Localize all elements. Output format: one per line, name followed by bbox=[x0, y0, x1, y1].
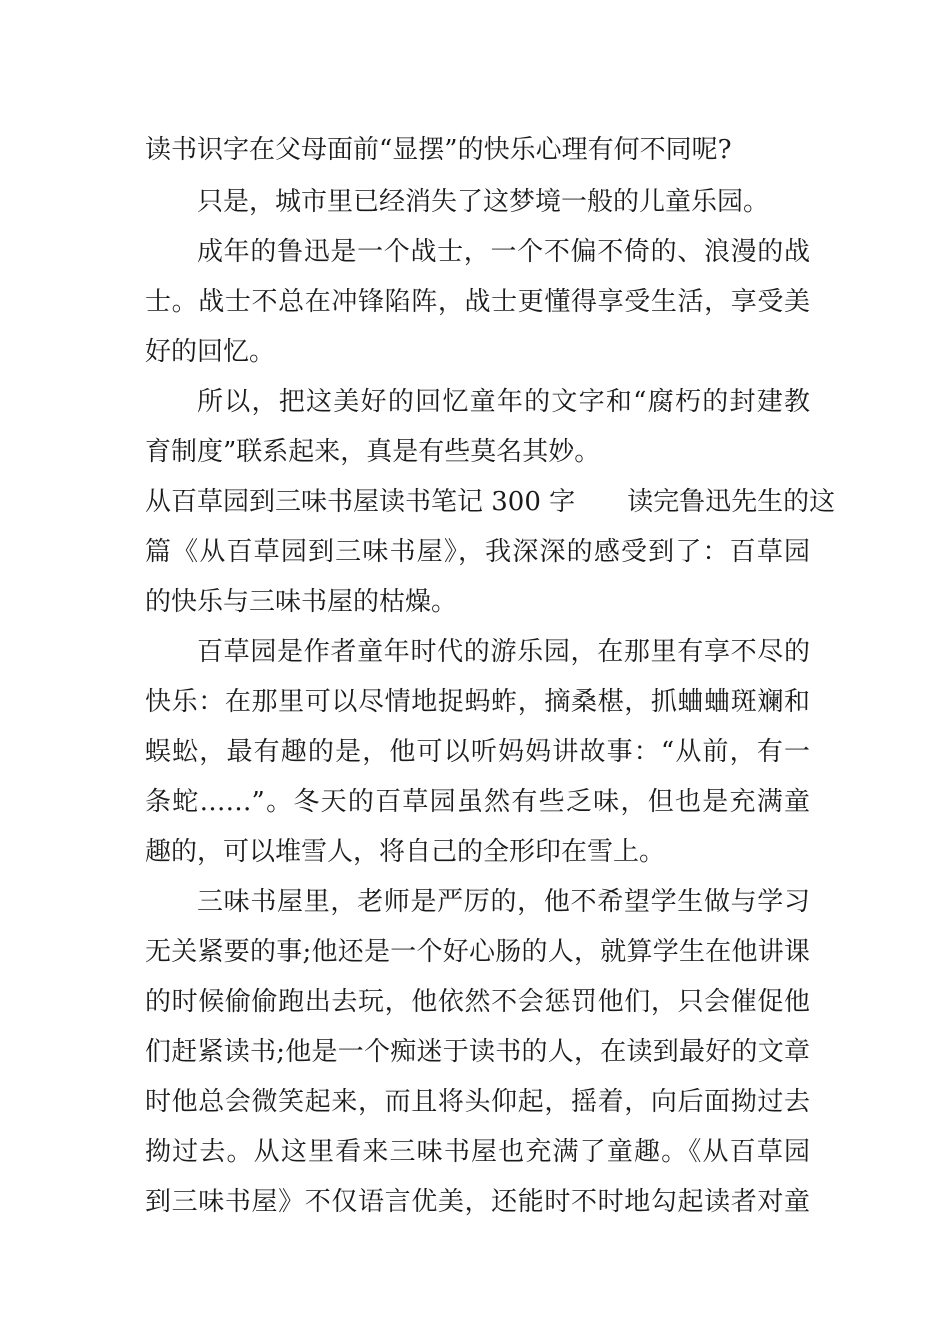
text-line: 育制度”联系起来，真是有些莫名其妙。 bbox=[145, 437, 601, 467]
text-line: 百草园是作者童年时代的游乐园，在那里有享不尽的 bbox=[197, 637, 810, 667]
text-line: 所以，把这美好的回忆童年的文字和“腐朽的封建教 bbox=[197, 387, 810, 417]
text-line: 条蛇……”。冬天的百草园虽然有些乏味，但也是充满童 bbox=[145, 787, 810, 817]
text-line: 到三味书屋》不仅语言优美，还能时不时地勾起读者对童 bbox=[145, 1187, 810, 1217]
text-line: 时他总会微笑起来，而且将头仰起，摇着，向后面拗过去 bbox=[145, 1087, 810, 1117]
text-line: 无关紧要的事;他还是一个好心肠的人，就算学生在他讲课 bbox=[145, 937, 810, 967]
text-line: 拗过去。从这里看来三味书屋也充满了童趣。《从百草园 bbox=[145, 1137, 810, 1167]
text-line: 蜈蚣，最有趣的是，他可以听妈妈讲故事：“从前，有一 bbox=[145, 737, 810, 767]
text-line: 的快乐与三味书屋的枯燥。 bbox=[145, 587, 458, 617]
text-line: 们赶紧读书;他是一个痴迷于读书的人，在读到最好的文章 bbox=[145, 1037, 810, 1067]
text-line: 从百草园到三味书屋读书笔记 300 字 读完鲁迅先生的这 bbox=[145, 487, 836, 517]
text-line: 读书识字在父母面前“显摆”的快乐心理有何不同呢? bbox=[145, 135, 732, 165]
text-line: 士。战士不总在冲锋陷阵，战士更懂得享受生活，享受美 bbox=[145, 287, 810, 317]
text-line: 只是，城市里已经消失了这梦境一般的儿童乐园。 bbox=[197, 187, 770, 217]
text-line: 快乐：在那里可以尽情地捉蚂蚱，摘桑椹，抓蛐蛐斑斓和 bbox=[145, 687, 810, 717]
text-line: 成年的鲁迅是一个战士，一个不偏不倚的、浪漫的战 bbox=[197, 237, 810, 267]
text-line: 好的回忆。 bbox=[145, 337, 276, 367]
text-line: 篇《从百草园到三味书屋》，我深深的感受到了：百草园 bbox=[145, 537, 810, 567]
text-line: 趣的，可以堆雪人，将自己的全形印在雪上。 bbox=[145, 837, 666, 867]
text-line: 三味书屋里，老师是严厉的，他不希望学生做与学习 bbox=[197, 887, 810, 917]
text-line: 的时候偷偷跑出去玩，他依然不会惩罚他们，只会催促他 bbox=[145, 987, 810, 1017]
